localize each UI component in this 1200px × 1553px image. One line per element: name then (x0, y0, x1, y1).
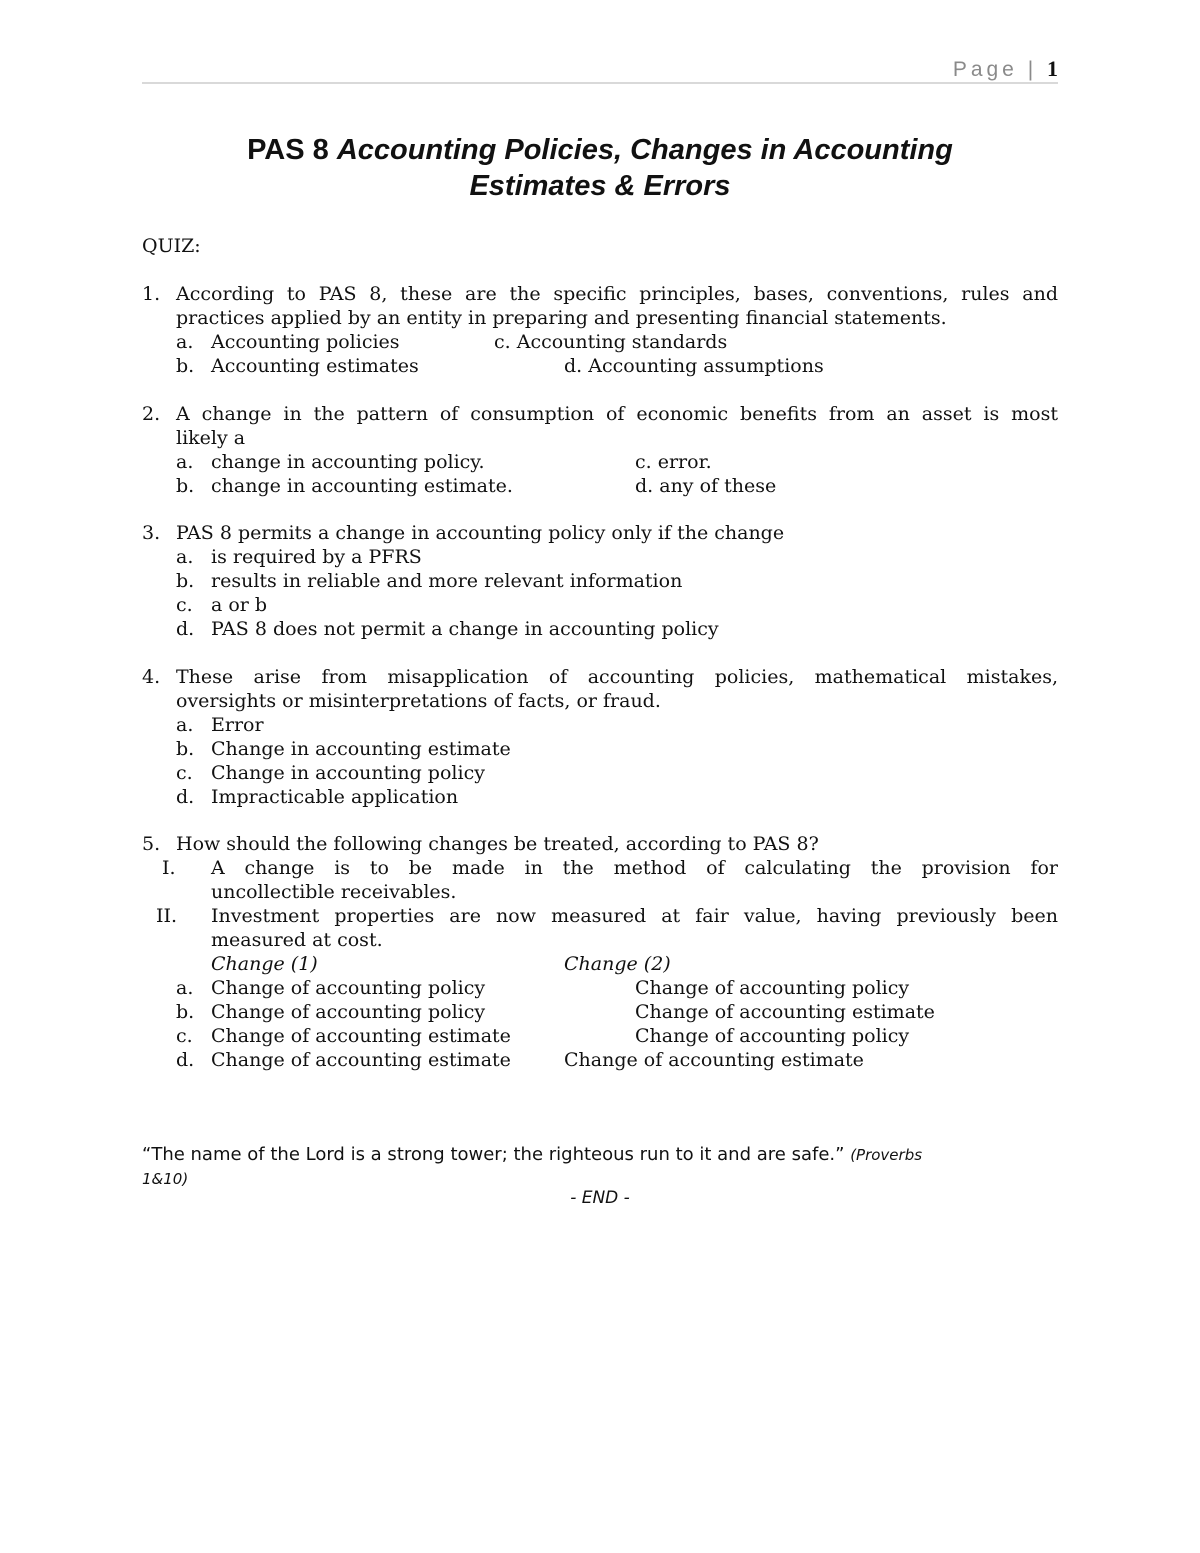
q3-option-b: results in reliable and more relevant information (211, 570, 683, 592)
q3-option-d: PAS 8 does not permit a change in accounting policy (211, 618, 719, 640)
title-prefix: PAS 8 (247, 134, 337, 166)
q5-option-c-change1: Change of accounting estimate (211, 1025, 511, 1047)
q2-option-d: d. any of these (635, 475, 777, 497)
page-header (142, 56, 1058, 82)
q5-option-b-change1: Change of accounting policy (211, 1001, 486, 1023)
page-number: 1 (1047, 56, 1058, 81)
q3-option-d-letter: d. (176, 618, 195, 640)
q1-option-c: c. Accounting standards (494, 331, 728, 353)
closing-quote (142, 1143, 1058, 1191)
q1-option-d: d. Accounting assumptions (564, 355, 824, 377)
header-rule (142, 82, 1058, 84)
quote-reference-part1: (Proverbs (850, 1146, 923, 1164)
q5-item-i-line2: uncollectible receivables. (211, 881, 457, 903)
q3-option-b-letter: b. (176, 570, 195, 592)
q5-option-b-letter: b. (176, 1001, 195, 1023)
q5-item-ii-line1: Investment properties are now measured at fair value, having previously been (211, 905, 1058, 927)
q2-option-b-letter: b. (176, 475, 195, 497)
q2-option-a: change in accounting policy. (211, 451, 485, 473)
q1-option-a: Accounting policies (211, 331, 400, 353)
quote-reference-part2: 1&10) (142, 1170, 189, 1188)
q4-option-c-letter: c. (176, 762, 193, 784)
q1-text-line2: practices applied by an entity in preparing and presenting financial statements. (176, 307, 947, 329)
q5-text-line1: How should the following changes be treated, according to PAS 8? (176, 833, 819, 855)
q5-option-d-change2: Change of accounting estimate (564, 1049, 864, 1071)
q5-item-i-number: I. (162, 857, 176, 879)
q5-item-ii-number: II. (156, 905, 178, 927)
q5-option-c-change2: Change of accounting policy (635, 1025, 910, 1047)
q5-option-a-letter: a. (176, 977, 194, 999)
q4-text-line2: oversights or misinterpretations of facts, or fraud. (176, 690, 661, 712)
q5-number: 5. (142, 833, 161, 855)
q1-number: 1. (142, 283, 161, 305)
end-marker: - END - (570, 1188, 630, 1208)
q5-option-d-change1: Change of accounting estimate (211, 1049, 511, 1071)
q4-option-d-letter: d. (176, 786, 195, 808)
q5-option-a-change1: Change of accounting policy (211, 977, 486, 999)
q1-option-b: Accounting estimates (211, 355, 419, 377)
q1-option-a-letter: a. (176, 331, 194, 353)
q1-text-line1: According to PAS 8, these are the specific principles, bases, conventions, rules and (176, 283, 1058, 305)
page-label: Page | (952, 58, 1038, 81)
q1-option-b-letter: b. (176, 355, 195, 377)
q4-option-a: Error (211, 714, 264, 736)
q5-item-i-line1: A change is to be made in the method of calculating the provision for (211, 857, 1058, 879)
q3-option-a: is required by a PFRS (211, 546, 422, 568)
title-line2: Estimates & Errors (469, 170, 731, 202)
q5-option-c-letter: c. (176, 1025, 193, 1047)
q2-text-line2: likely a (176, 427, 246, 449)
q4-option-a-letter: a. (176, 714, 194, 736)
q4-option-b-letter: b. (176, 738, 195, 760)
q5-option-d-letter: d. (176, 1049, 195, 1071)
q2-number: 2. (142, 403, 161, 425)
quiz-label: QUIZ: (142, 235, 201, 257)
q5-option-a-change2: Change of accounting policy (635, 977, 910, 999)
q2-option-b: change in accounting estimate. (211, 475, 513, 497)
q2-option-a-letter: a. (176, 451, 194, 473)
q4-option-c: Change in accounting policy (211, 762, 485, 784)
q4-text-line1: These arise from misapplication of accounting policies, mathematical mistakes, (176, 666, 1058, 688)
document-title (142, 132, 1058, 204)
q3-option-c-letter: c. (176, 594, 193, 616)
q3-option-a-letter: a. (176, 546, 194, 568)
q5-column2-header: Change (2) (564, 953, 671, 975)
q4-option-b: Change in accounting estimate (211, 738, 511, 760)
q4-number: 4. (142, 666, 161, 688)
q2-option-c: c. error. (635, 451, 712, 473)
q5-option-b-change2: Change of accounting estimate (635, 1001, 935, 1023)
q3-option-c: a or b (211, 594, 268, 616)
q5-item-ii-line2: measured at cost. (211, 929, 383, 951)
q3-number: 3. (142, 522, 161, 544)
title-line1: Accounting Policies, Changes in Accounting (336, 134, 953, 166)
q3-text-line1: PAS 8 permits a change in accounting policy only if the change (176, 522, 785, 544)
quote-text: “The name of the Lord is a strong tower; the righteous run to it and are safe.” (142, 1144, 845, 1165)
q4-option-d: Impracticable application (211, 786, 459, 808)
q5-column1-header: Change (1) (211, 953, 318, 975)
q2-text-line1: A change in the pattern of consumption of economic benefits from an asset is most (176, 403, 1058, 425)
